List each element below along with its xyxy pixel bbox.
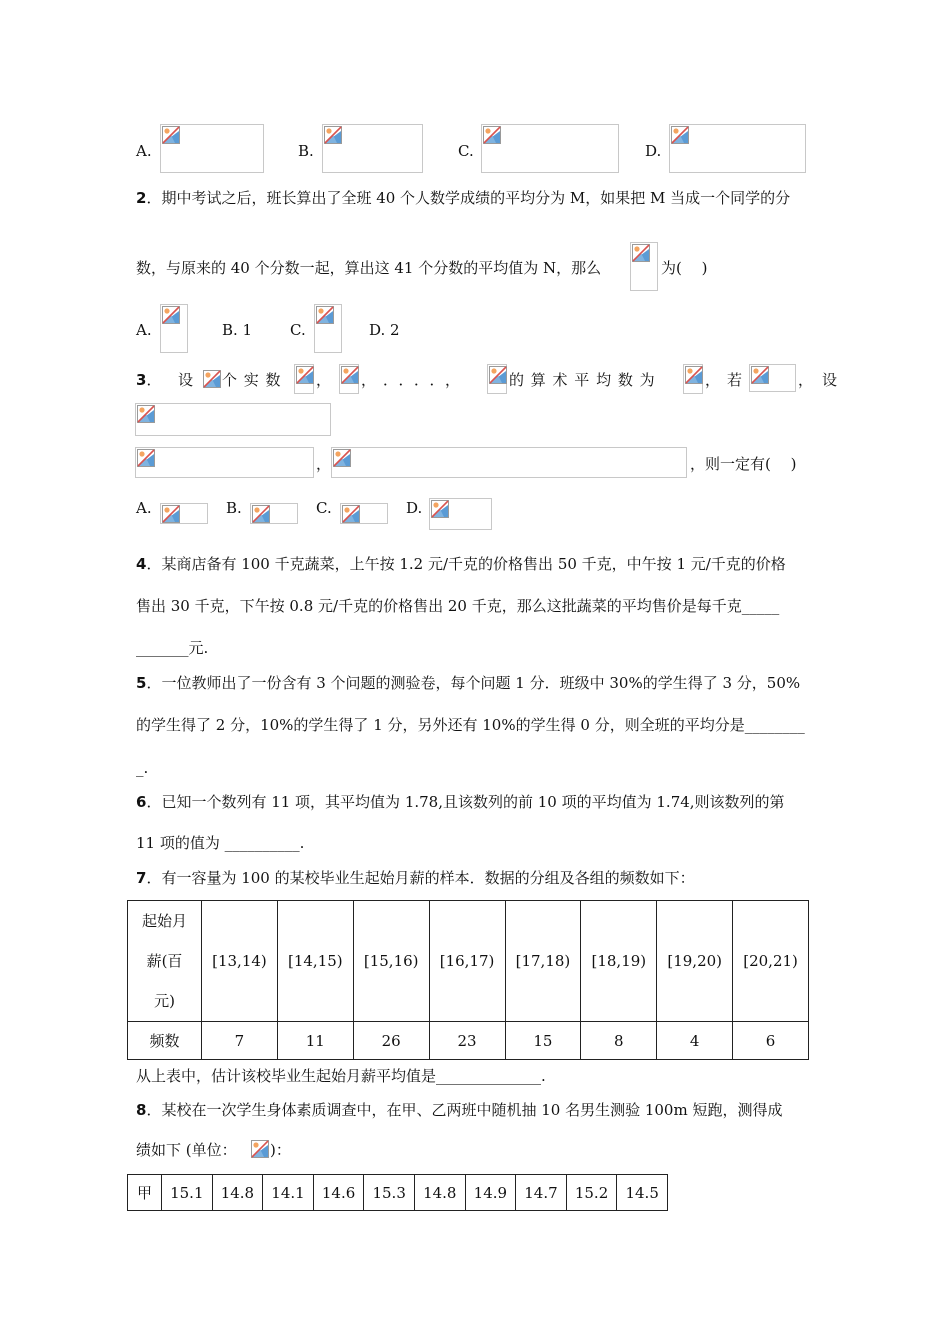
q3-option-b-image (250, 503, 298, 524)
q2-line1: 2．期中考试之后，班长算出了全班 40 个人数学成绩的平均分为 M，如果把 M 当成一个同学的分 (136, 189, 791, 207)
q3-text-mean: 的 算 术 平 均 数 为 (509, 371, 656, 389)
q8-value-cell: 14.6 (313, 1175, 364, 1211)
broken-image-icon (341, 366, 359, 384)
q3-option-c-label: C. (316, 499, 332, 517)
q7-group-cell: [15,16) (353, 901, 429, 1022)
q4-line2: 售出 30 千克，下午按 0.8 元/千克的价格售出 20 千克，那么这批蔬菜的平均售价是每千克_____ (136, 597, 780, 615)
q7-group-row (128, 901, 809, 1022)
q3-option-d-label: D. (406, 499, 423, 517)
q1-option-c-label: C. (458, 142, 474, 160)
broken-image-icon (316, 306, 334, 324)
q7-group-cell: [14,15) (277, 901, 353, 1022)
q7-group-cell: [16,17) (429, 901, 505, 1022)
q3-definition-image-3 (331, 447, 687, 478)
q3-definition-image-1 (135, 403, 331, 436)
q2-option-a-image (160, 304, 188, 353)
q7-frequency-cell: 23 (429, 1022, 505, 1060)
q3-number: 3 (136, 371, 147, 389)
q1-option-b-label: B. (298, 142, 314, 160)
q2-option-d: D. 2 (369, 321, 400, 339)
q2-line2-post: 为( ) (661, 259, 708, 277)
broken-image-icon (296, 366, 314, 384)
q7-group-cell: [18,19) (581, 901, 657, 1022)
q3-text-let: 设 (822, 371, 838, 389)
q7-number: 7 (136, 869, 147, 887)
q3-n-image (203, 370, 221, 388)
q2-option-c-label: C. (290, 321, 306, 339)
q8-results-table (127, 1174, 668, 1211)
q2-option-c-image (314, 304, 342, 353)
q8-value-cell: 14.8 (212, 1175, 263, 1211)
q2-expression-image (630, 242, 658, 291)
q2-line2-pre: 数，与原来的 40 个分数一起，算出这 41 个分数的平均值为 N，那么 (136, 259, 602, 277)
q8-value-cell: 14.8 (414, 1175, 465, 1211)
q2-option-a-label: A. (136, 321, 152, 339)
q7-group-header: 起始月 薪(百 元) (128, 901, 202, 1022)
q3-x1-image (294, 364, 314, 394)
q4-number: 4 (136, 555, 147, 573)
q3-condition-image (749, 364, 796, 392)
q3-x2-image (339, 364, 359, 394)
q6-line1: 6．已知一个数列有 11 项，其平均值为 1.78,且该数列的前 10 项的平均值为 1.74,则该数列的第 (136, 793, 785, 811)
q8-line1: 8．某校在一次学生身体素质调查中，在甲、乙两班中随机抽 10 名男生测验 100m 短跑，测得成 (136, 1101, 783, 1119)
broken-image-icon (342, 505, 360, 523)
q1-option-d-label: D. (645, 142, 662, 160)
broken-image-icon (751, 366, 769, 384)
q1-option-b-image (322, 124, 423, 173)
q7-frequency-cell: 8 (581, 1022, 657, 1060)
q6-number: 6 (136, 793, 147, 811)
q7-group-cell: [17,18) (505, 901, 581, 1022)
broken-image-icon (324, 126, 342, 144)
q3-option-d-image (429, 498, 492, 530)
q8-value-cell: 15.3 (364, 1175, 415, 1211)
q3-number-wrap: 3． (136, 371, 162, 389)
q7-frequency-row (128, 1022, 809, 1060)
q7-group-cell: [19,20) (657, 901, 733, 1022)
q7-frequency-cell: 7 (202, 1022, 278, 1060)
q5-line3: _. (136, 759, 149, 777)
q7-frequency-cell: 6 (733, 1022, 809, 1060)
broken-image-icon (632, 244, 650, 262)
q3-tail: ，则一定有( ) (690, 455, 797, 473)
q4-line3: _______元. (136, 639, 209, 657)
broken-image-icon (252, 505, 270, 523)
q8-number: 8 (136, 1101, 147, 1119)
q7-frequency-cell: 4 (657, 1022, 733, 1060)
q7-frequency-cell: 26 (353, 1022, 429, 1060)
broken-image-icon (489, 366, 507, 384)
q8-value-cell: 14.7 (516, 1175, 567, 1211)
q8-value-cell: 14.9 (465, 1175, 516, 1211)
q3-m-image (683, 364, 703, 394)
q7-frequency-cell: 15 (505, 1022, 581, 1060)
q8-row-jia (128, 1175, 668, 1211)
q3-comma-2: ， (361, 371, 377, 389)
q3-option-b-label: B. (226, 499, 242, 517)
q8-value-cell: 14.5 (617, 1175, 668, 1211)
q3-comma-1: ， (316, 371, 332, 389)
q5-line2: 的学生得了 2 分，10%的学生得了 1 分，另外还有 10%的学生得 0 分，则全班的平均分是________ (136, 716, 805, 734)
q7-frequency-header: 频数 (128, 1022, 202, 1060)
q5-line1: 5．一位教师出了一份含有 3 个问题的测验卷，每个问题 1 分．班级中 30%的学生得了 3 分，50% (136, 674, 801, 692)
broken-image-icon (162, 306, 180, 324)
q3-comma-3: ， (705, 371, 721, 389)
q7-line1: 7．有一容量为 100 的某校毕业生起始月薪的样本．数据的分组及各组的频数如下： (136, 869, 695, 887)
q1-option-a-label: A. (136, 142, 152, 160)
broken-image-icon (431, 500, 449, 518)
q3-text-she: 设 (178, 371, 194, 389)
broken-image-icon (333, 449, 351, 467)
q3-text-if: 若 (727, 371, 743, 389)
q8-value-cell: 15.1 (162, 1175, 213, 1211)
q7-group-cell: [13,14) (202, 901, 278, 1022)
broken-image-icon (671, 126, 689, 144)
q7-salary-table (127, 900, 809, 1060)
q7-frequency-cell: 11 (277, 1022, 353, 1060)
q7-group-cell: [20,21) (733, 901, 809, 1022)
q3-comma-5: ， (316, 455, 332, 473)
broken-image-icon (483, 126, 501, 144)
q3-comma-4: ， (798, 371, 814, 389)
q6-line2: 11 项的值为 __________. (136, 834, 305, 852)
broken-image-icon (685, 366, 703, 384)
q3-option-a-image (160, 503, 208, 524)
q5-number: 5 (136, 674, 147, 692)
q8-value-cell: 15.2 (566, 1175, 617, 1211)
q2-option-b: B. 1 (222, 321, 253, 339)
q8-row-label: 甲 (128, 1175, 162, 1211)
q8-line2-pre: 绩如下 (单位： (136, 1141, 237, 1159)
broken-image-icon (162, 505, 180, 523)
broken-image-icon (162, 126, 180, 144)
q8-unit-image (251, 1140, 269, 1158)
q1-option-c-image (481, 124, 619, 173)
broken-image-icon (137, 449, 155, 467)
q2-number: 2 (136, 189, 147, 207)
q8-value-cell: 14.1 (263, 1175, 314, 1211)
q3-ellipsis: ．．．．， (383, 371, 469, 389)
q3-text-real-numbers: 个 实 数 (222, 371, 282, 389)
q3-definition-image-2 (135, 447, 314, 478)
q3-xn-image (487, 364, 507, 394)
q7-after: 从上表中，估计该校毕业生起始月薪平均值是______________. (136, 1067, 546, 1085)
q1-option-a-image (160, 124, 264, 173)
broken-image-icon (203, 370, 221, 388)
q3-option-a-label: A. (136, 499, 152, 517)
q8-line2-post: )： (270, 1141, 291, 1159)
q4-line1: 4．某商店备有 100 千克蔬菜，上午按 1.2 元/千克的价格售出 50 千克，中午按 1 元/千克的价格 (136, 555, 786, 573)
q3-option-c-image (340, 503, 388, 524)
q1-option-d-image (669, 124, 806, 173)
broken-image-icon (251, 1140, 269, 1158)
broken-image-icon (137, 405, 155, 423)
